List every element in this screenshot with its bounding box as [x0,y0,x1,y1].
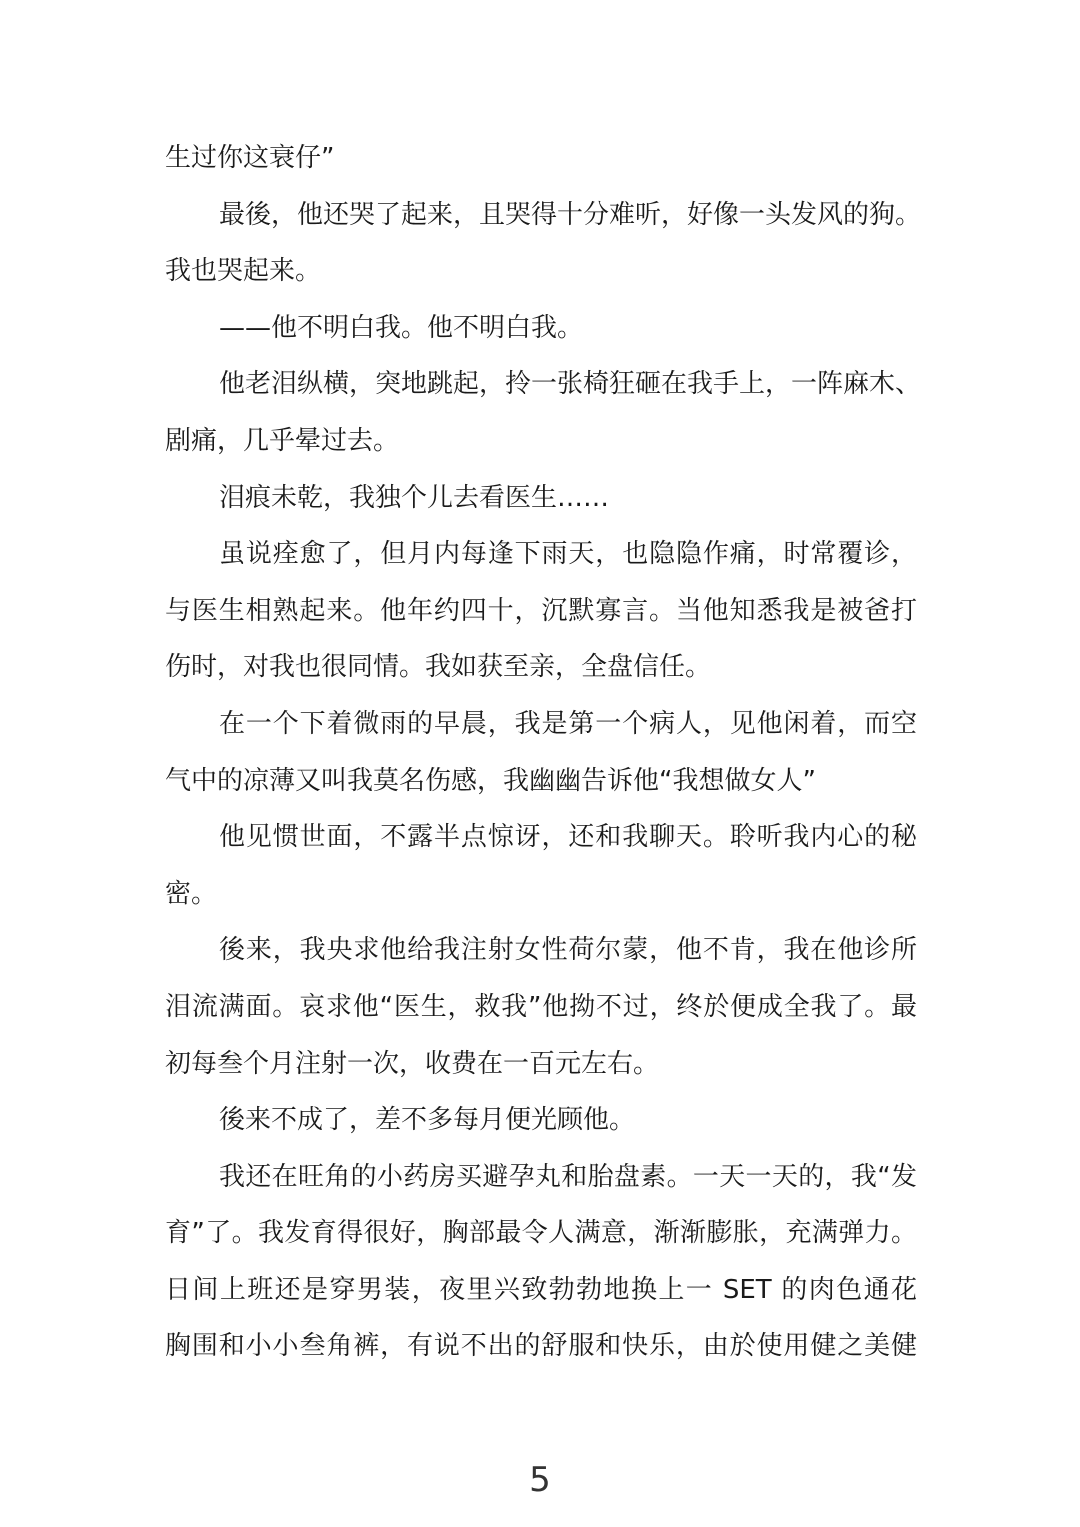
text-line: 剧痛，几乎晕过去。 [165,425,400,456]
text-line: 初每叁个月注射一次，收费在一百元左右。 [165,1048,660,1079]
text-line: ——他不明白我。他不明白我。 [219,312,584,343]
text-line: 与医生相熟起来。他年约四十，沉默寡言。当他知悉我是被爸打 [165,595,917,626]
text-line: 他见惯世面，不露半点惊讶，还和我聊天。聆听我内心的秘 [219,822,917,853]
text-line: 他老泪纵横，突地跳起，拎一张椅狂砸在我手上，一阵麻木、 [219,369,922,400]
text-line: 泪流满面。哀求他“医生，救我”他拗不过，终於便成全我了。最 [165,991,917,1022]
text-line: 胸围和小小叁角裤，有说不出的舒服和快乐，由於使用健之美健 [165,1331,917,1362]
text-line: 後来，我央求他给我注射女性荷尔蒙，他不肯，我在他诊所 [219,935,917,966]
text-line: 在一个下着微雨的早晨，我是第一个病人，见他闲着，而空 [219,708,917,739]
text-line: 伤时，对我也很同情。我如获至亲，全盘信任。 [165,652,712,683]
text-line: 日间上班还是穿男装，夜里兴致勃勃地换上一 SET 的肉色通花 [165,1274,917,1305]
text-line: 泪痕未乾，我独个儿去看医生…… [219,482,610,513]
text-line: 我还在旺角的小药房买避孕丸和胎盘素。一天一天的，我“发 [219,1161,917,1192]
text-line: 生过你这衰仔” [165,143,335,173]
text-line: 密。 [165,878,218,909]
page-number: 5 [529,1460,551,1500]
body-text [165,130,922,1375]
text-line: 後来不成了，差不多每月便光顾他。 [219,1105,636,1136]
text-line: 气中的凉薄又叫我莫名伤感，我幽幽告诉他“我想做女人” [165,765,816,796]
text-line: 育”了。我发育得很好，胸部最令人满意，渐渐膨胀，充满弹力。 [165,1218,917,1249]
text-line: 虽说痊愈了，但月内每逢下雨天，也隐隐作痛，时常覆诊， [219,539,917,570]
text-line: 最後，他还哭了起来，且哭得十分难听，好像一头发风的狗。 [219,199,922,230]
text-line: 我也哭起来。 [165,256,322,287]
